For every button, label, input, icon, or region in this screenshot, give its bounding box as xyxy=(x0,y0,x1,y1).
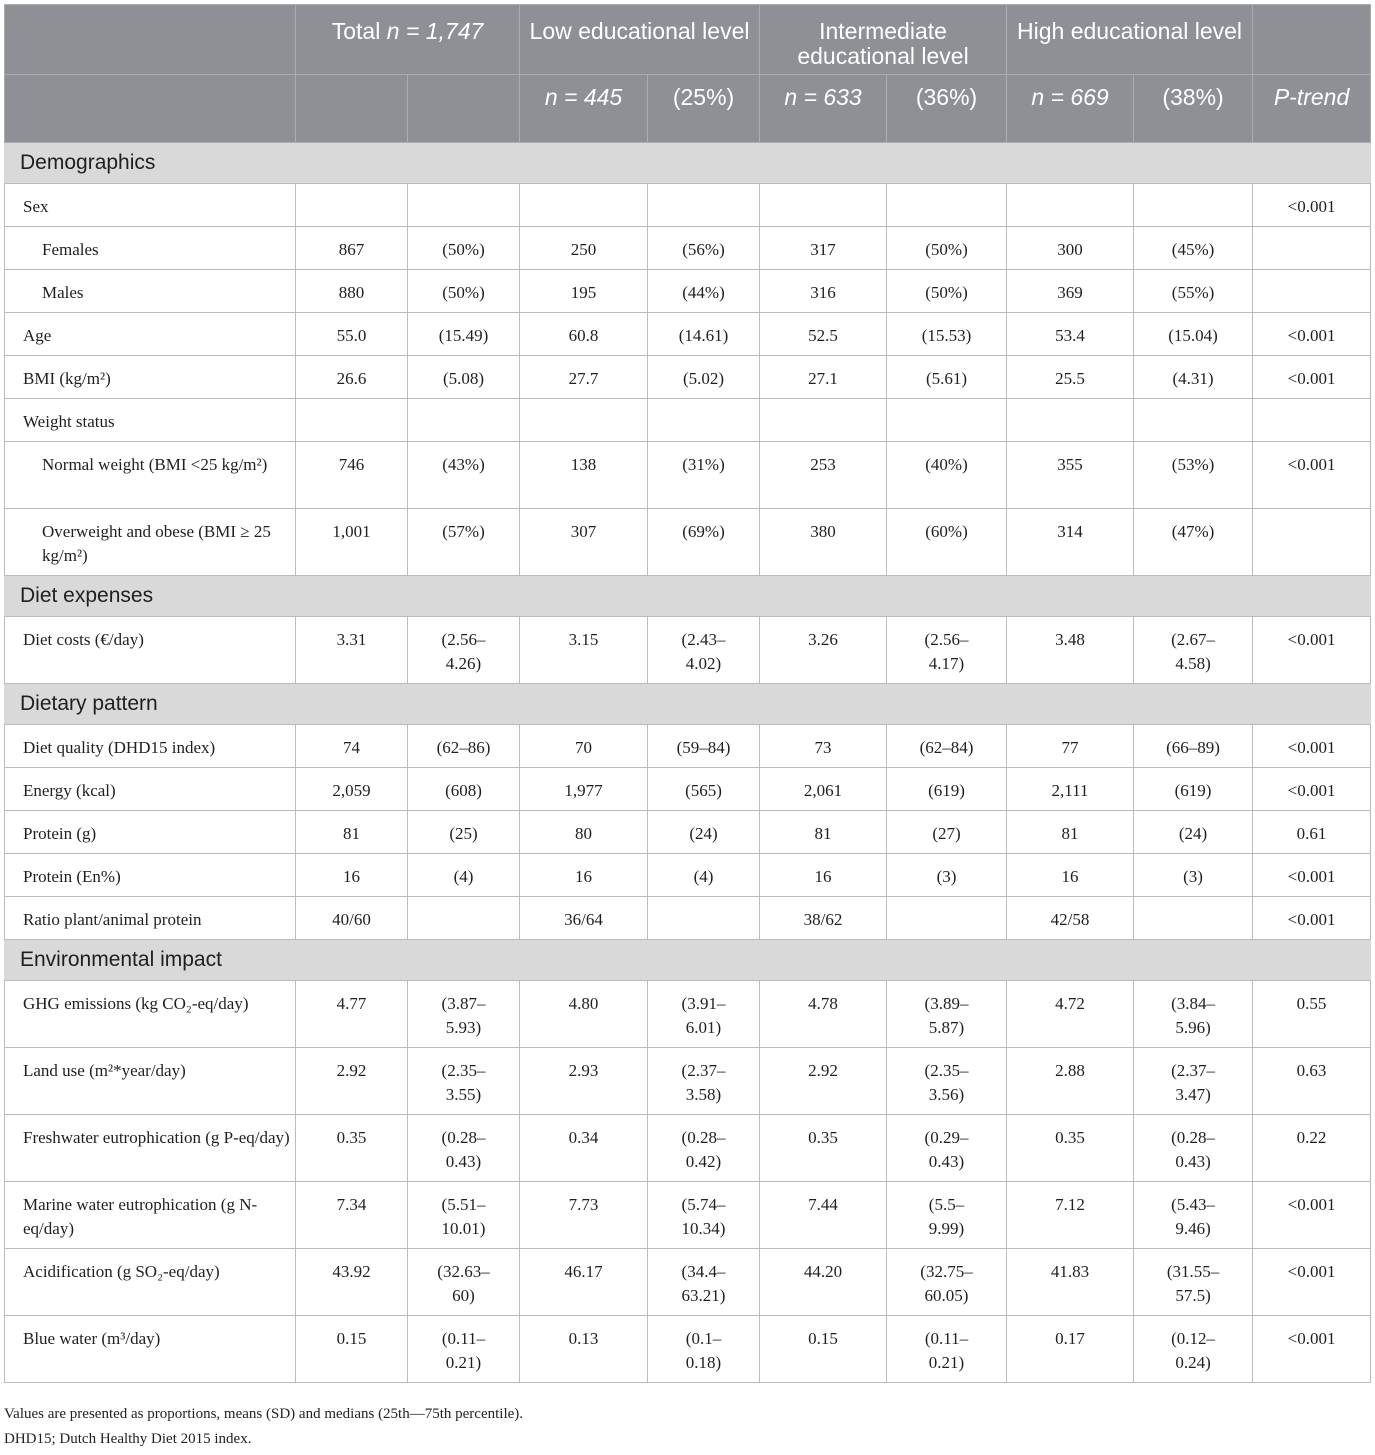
section-title: Diet expenses xyxy=(5,576,1371,617)
table-row xyxy=(5,184,1371,227)
row-label: Normal weight (BMI <25 kg/m²) xyxy=(5,442,296,509)
table-cell: (55%) xyxy=(1134,270,1253,313)
table-row xyxy=(5,313,1371,356)
table-cell: 38/62 xyxy=(760,897,887,940)
table-cell: (50%) xyxy=(408,227,520,270)
header-intermediate-n: n = 633 xyxy=(760,75,887,143)
table-cell: 316 xyxy=(760,270,887,313)
table-cell: <0.001 xyxy=(1253,725,1371,768)
table-cell: 746 xyxy=(296,442,408,509)
table-cell: 0.61 xyxy=(1253,811,1371,854)
header-blank xyxy=(5,5,296,75)
table-cell: 53.4 xyxy=(1007,313,1134,356)
table-cell: (56%) xyxy=(648,227,760,270)
table-cell: (2.56– 4.26) xyxy=(408,617,520,684)
table-cell: (0.11– 0.21) xyxy=(887,1316,1007,1383)
table-cell: 355 xyxy=(1007,442,1134,509)
table-row xyxy=(5,1249,1371,1316)
row-label: Sex xyxy=(5,184,296,227)
table-row xyxy=(5,399,1371,442)
table-cell: (0.28– 0.43) xyxy=(408,1115,520,1182)
section-title: Dietary pattern xyxy=(5,684,1371,725)
table-cell: (5.43– 9.46) xyxy=(1134,1182,1253,1249)
table-cell: 3.31 xyxy=(296,617,408,684)
table-cell: 138 xyxy=(520,442,648,509)
table-row xyxy=(5,1048,1371,1115)
table-cell xyxy=(648,184,760,227)
table-cell xyxy=(408,897,520,940)
table-cell: (50%) xyxy=(887,227,1007,270)
table-cell: (62–84) xyxy=(887,725,1007,768)
table-cell: 195 xyxy=(520,270,648,313)
table-cell: (24) xyxy=(648,811,760,854)
table-cell xyxy=(296,399,408,442)
row-label: BMI (kg/m²) xyxy=(5,356,296,399)
table-cell xyxy=(1007,399,1134,442)
table-cell: (4) xyxy=(648,854,760,897)
header-blank-2 xyxy=(5,75,296,143)
table-cell: 25.5 xyxy=(1007,356,1134,399)
table-cell: 16 xyxy=(296,854,408,897)
table-cell: (3.87– 5.93) xyxy=(408,981,520,1048)
table-cell: (5.74– 10.34) xyxy=(648,1182,760,1249)
table-cell: 70 xyxy=(520,725,648,768)
header-ptrend: P-trend xyxy=(1253,75,1371,143)
table-cell: (608) xyxy=(408,768,520,811)
table-row xyxy=(5,509,1371,576)
table-cell: <0.001 xyxy=(1253,1182,1371,1249)
table-cell: 7.12 xyxy=(1007,1182,1134,1249)
table-row xyxy=(5,854,1371,897)
table-cell: 0.13 xyxy=(520,1316,648,1383)
table-cell: (4.31) xyxy=(1134,356,1253,399)
table-cell: (43%) xyxy=(408,442,520,509)
table-cell: 40/60 xyxy=(296,897,408,940)
header-high-n: n = 669 xyxy=(1007,75,1134,143)
row-label: Freshwater eutrophication (g P-eq/day) xyxy=(5,1115,296,1182)
header-high-level: High educational level xyxy=(1007,5,1253,75)
table-cell: (5.61) xyxy=(887,356,1007,399)
table-cell: (2.35– 3.55) xyxy=(408,1048,520,1115)
table-cell: 55.0 xyxy=(296,313,408,356)
table-cell: 0.35 xyxy=(296,1115,408,1182)
table-cell: (619) xyxy=(1134,768,1253,811)
table-cell: (5.5– 9.99) xyxy=(887,1182,1007,1249)
table-cell xyxy=(1134,897,1253,940)
row-label: Diet quality (DHD15 index) xyxy=(5,725,296,768)
table-cell: 7.73 xyxy=(520,1182,648,1249)
table-cell: 4.72 xyxy=(1007,981,1134,1048)
table-cell: (34.4– 63.21) xyxy=(648,1249,760,1316)
table-cell: (50%) xyxy=(408,270,520,313)
table-cell xyxy=(887,897,1007,940)
table-cell: 81 xyxy=(296,811,408,854)
table-cell: 16 xyxy=(1007,854,1134,897)
table-cell xyxy=(408,184,520,227)
table-row xyxy=(5,1115,1371,1182)
row-label: Protein (En%) xyxy=(5,854,296,897)
table-row xyxy=(5,981,1371,1048)
row-label: Blue water (m³/day) xyxy=(5,1316,296,1383)
table-cell: 0.22 xyxy=(1253,1115,1371,1182)
table-cell: 26.6 xyxy=(296,356,408,399)
table-cell: (4) xyxy=(408,854,520,897)
table-body xyxy=(5,143,1371,1383)
table-cell xyxy=(1253,399,1371,442)
table-cell: 3.26 xyxy=(760,617,887,684)
table-cell: (5.51– 10.01) xyxy=(408,1182,520,1249)
table-cell: <0.001 xyxy=(1253,854,1371,897)
table-cell: 4.78 xyxy=(760,981,887,1048)
table-cell: 0.35 xyxy=(1007,1115,1134,1182)
table-cell xyxy=(1253,509,1371,576)
table-cell xyxy=(887,399,1007,442)
table-cell xyxy=(887,184,1007,227)
table-cell: (2.37– 3.47) xyxy=(1134,1048,1253,1115)
row-label: Females xyxy=(5,227,296,270)
table-cell: (60%) xyxy=(887,509,1007,576)
section-header-row xyxy=(5,940,1371,981)
table-cell: 44.20 xyxy=(760,1249,887,1316)
table-cell: <0.001 xyxy=(1253,897,1371,940)
table-cell: (62–86) xyxy=(408,725,520,768)
table-cell: 369 xyxy=(1007,270,1134,313)
table-cell: 4.77 xyxy=(296,981,408,1048)
table-cell: 27.7 xyxy=(520,356,648,399)
table-cell: (0.28– 0.42) xyxy=(648,1115,760,1182)
table-cell: (619) xyxy=(887,768,1007,811)
table-cell: (3) xyxy=(887,854,1007,897)
row-label: Males xyxy=(5,270,296,313)
table-cell: (57%) xyxy=(408,509,520,576)
table-cell: 16 xyxy=(520,854,648,897)
table-cell: 2,061 xyxy=(760,768,887,811)
table-cell: (2.56– 4.17) xyxy=(887,617,1007,684)
table-cell xyxy=(1134,184,1253,227)
table-cell: (40%) xyxy=(887,442,1007,509)
header-low-n: n = 445 xyxy=(520,75,648,143)
table-cell: (31%) xyxy=(648,442,760,509)
table-cell: 0.34 xyxy=(520,1115,648,1182)
row-label: Ratio plant/animal protein xyxy=(5,897,296,940)
table-cell: 2.92 xyxy=(760,1048,887,1115)
table-cell: 314 xyxy=(1007,509,1134,576)
table-cell: (3.91– 6.01) xyxy=(648,981,760,1048)
header-high-pct: (38%) xyxy=(1134,75,1253,143)
table-cell: (3.89– 5.87) xyxy=(887,981,1007,1048)
table-cell: 0.17 xyxy=(1007,1316,1134,1383)
section-header-row xyxy=(5,576,1371,617)
table-cell: <0.001 xyxy=(1253,356,1371,399)
row-label: Weight status xyxy=(5,399,296,442)
section-title: Demographics xyxy=(5,143,1371,184)
table-cell: 43.92 xyxy=(296,1249,408,1316)
table-cell xyxy=(1253,270,1371,313)
table-cell: (47%) xyxy=(1134,509,1253,576)
table-cell: (0.11– 0.21) xyxy=(408,1316,520,1383)
table-cell: <0.001 xyxy=(1253,1316,1371,1383)
table-row xyxy=(5,811,1371,854)
table-cell: 42/58 xyxy=(1007,897,1134,940)
table-cell: (44%) xyxy=(648,270,760,313)
table-cell: <0.001 xyxy=(1253,768,1371,811)
section-header-row xyxy=(5,143,1371,184)
table-cell: (565) xyxy=(648,768,760,811)
table-cell: (53%) xyxy=(1134,442,1253,509)
table-cell: 880 xyxy=(296,270,408,313)
table-cell: <0.001 xyxy=(1253,442,1371,509)
table-cell: (15.04) xyxy=(1134,313,1253,356)
table-cell: 52.5 xyxy=(760,313,887,356)
table-cell: (27) xyxy=(887,811,1007,854)
row-label: Protein (g) xyxy=(5,811,296,854)
table-cell: <0.001 xyxy=(1253,617,1371,684)
table-cell: 0.63 xyxy=(1253,1048,1371,1115)
table-cell: (15.53) xyxy=(887,313,1007,356)
table-cell: (50%) xyxy=(887,270,1007,313)
row-label: Marine water eutrophication (g N-eq/day) xyxy=(5,1182,296,1249)
table-row xyxy=(5,617,1371,684)
table-row xyxy=(5,897,1371,940)
table-cell: 81 xyxy=(760,811,887,854)
table-row xyxy=(5,1316,1371,1383)
header-blank-right xyxy=(1253,5,1371,75)
table-cell: 46.17 xyxy=(520,1249,648,1316)
row-label: Energy (kcal) xyxy=(5,768,296,811)
table-cell: (15.49) xyxy=(408,313,520,356)
section-header-row xyxy=(5,684,1371,725)
table-cell xyxy=(1007,184,1134,227)
table-cell: 307 xyxy=(520,509,648,576)
table-cell: 3.15 xyxy=(520,617,648,684)
table-cell xyxy=(760,399,887,442)
table-row xyxy=(5,442,1371,509)
table-cell: 60.8 xyxy=(520,313,648,356)
table-cell: (24) xyxy=(1134,811,1253,854)
header-blank-4 xyxy=(408,75,520,143)
table-header xyxy=(5,5,1371,143)
table-cell: (2.35– 3.56) xyxy=(887,1048,1007,1115)
table-cell: (5.08) xyxy=(408,356,520,399)
table-cell: 80 xyxy=(520,811,648,854)
table-cell: (3.84– 5.96) xyxy=(1134,981,1253,1048)
table-cell: (3) xyxy=(1134,854,1253,897)
table-cell xyxy=(520,399,648,442)
row-label: GHG emissions (kg CO₂-eq/day) xyxy=(5,981,296,1048)
table-cell: 380 xyxy=(760,509,887,576)
table-cell: (2.67– 4.58) xyxy=(1134,617,1253,684)
table-cell xyxy=(296,184,408,227)
table-cell: 1,001 xyxy=(296,509,408,576)
table-cell: 2.93 xyxy=(520,1048,648,1115)
table-cell: 2,111 xyxy=(1007,768,1134,811)
table-cell: <0.001 xyxy=(1253,313,1371,356)
table-cell: (32.75– 60.05) xyxy=(887,1249,1007,1316)
table-cell: 41.83 xyxy=(1007,1249,1134,1316)
table-cell xyxy=(1253,227,1371,270)
table-cell: (0.1– 0.18) xyxy=(648,1316,760,1383)
table-row xyxy=(5,227,1371,270)
table-cell: 0.15 xyxy=(760,1316,887,1383)
table-cell xyxy=(1134,399,1253,442)
header-intermediate-pct: (36%) xyxy=(887,75,1007,143)
table-cell: 1,977 xyxy=(520,768,648,811)
table-cell: 2.92 xyxy=(296,1048,408,1115)
table-cell: 74 xyxy=(296,725,408,768)
header-intermediate-level: Intermediate educational level xyxy=(760,5,1007,75)
header-total-n: n = 1,747 xyxy=(386,18,484,44)
table-row xyxy=(5,356,1371,399)
table-cell: (14.61) xyxy=(648,313,760,356)
header-low-level: Low educational level xyxy=(520,5,760,75)
table-cell: (69%) xyxy=(648,509,760,576)
header-low-pct: (25%) xyxy=(648,75,760,143)
table-cell: (45%) xyxy=(1134,227,1253,270)
table-cell: 250 xyxy=(520,227,648,270)
table-cell: 7.34 xyxy=(296,1182,408,1249)
table-cell: 4.80 xyxy=(520,981,648,1048)
table-cell: 317 xyxy=(760,227,887,270)
table-cell: (59–84) xyxy=(648,725,760,768)
table-cell: 253 xyxy=(760,442,887,509)
row-label: Acidification (g SO₂-eq/day) xyxy=(5,1249,296,1316)
table-cell xyxy=(648,399,760,442)
table-cell: (2.37– 3.58) xyxy=(648,1048,760,1115)
table-cell xyxy=(760,184,887,227)
section-title: Environmental impact xyxy=(5,940,1371,981)
table-cell: 73 xyxy=(760,725,887,768)
table-cell: 3.48 xyxy=(1007,617,1134,684)
table-cell: 7.44 xyxy=(760,1182,887,1249)
table-cell: <0.001 xyxy=(1253,1249,1371,1316)
row-label: Land use (m²*year/day) xyxy=(5,1048,296,1115)
table-row xyxy=(5,768,1371,811)
header-total: Total n = 1,747 xyxy=(296,5,520,75)
table-cell: 81 xyxy=(1007,811,1134,854)
table-cell xyxy=(408,399,520,442)
table-row xyxy=(5,725,1371,768)
table-cell: (0.29– 0.43) xyxy=(887,1115,1007,1182)
footnote-dhd15: DHD15; Dutch Healthy Diet 2015 index. xyxy=(4,1431,252,1447)
table-cell: (25) xyxy=(408,811,520,854)
row-label: Age xyxy=(5,313,296,356)
row-label: Diet costs (€/day) xyxy=(5,617,296,684)
table-cell: (31.55– 57.5) xyxy=(1134,1249,1253,1316)
table-cell: (2.43– 4.02) xyxy=(648,617,760,684)
table-cell: (5.02) xyxy=(648,356,760,399)
table-cell: 0.35 xyxy=(760,1115,887,1182)
table-cell: 2.88 xyxy=(1007,1048,1134,1115)
table-cell: (0.28– 0.43) xyxy=(1134,1115,1253,1182)
table-cell: 0.55 xyxy=(1253,981,1371,1048)
table-cell: (32.63– 60) xyxy=(408,1249,520,1316)
table-cell: 16 xyxy=(760,854,887,897)
table-cell: 2,059 xyxy=(296,768,408,811)
footnote-values: Values are presented as proportions, means (SD) and medians (25th—75th percentile). xyxy=(4,1406,524,1422)
table-cell: 300 xyxy=(1007,227,1134,270)
table-cell: (66–89) xyxy=(1134,725,1253,768)
table-cell: 27.1 xyxy=(760,356,887,399)
table-cell: 36/64 xyxy=(520,897,648,940)
table-cell: 77 xyxy=(1007,725,1134,768)
table-cell: (0.12– 0.24) xyxy=(1134,1316,1253,1383)
table-cell xyxy=(520,184,648,227)
table-cell: 867 xyxy=(296,227,408,270)
table-row xyxy=(5,270,1371,313)
header-blank-3 xyxy=(296,75,408,143)
table-row xyxy=(5,1182,1371,1249)
data-table xyxy=(4,4,1371,1383)
row-label: Overweight and obese (BMI ≥ 25 kg/m²) xyxy=(5,509,296,576)
table-cell: <0.001 xyxy=(1253,184,1371,227)
table-cell xyxy=(648,897,760,940)
table-cell: 0.15 xyxy=(296,1316,408,1383)
